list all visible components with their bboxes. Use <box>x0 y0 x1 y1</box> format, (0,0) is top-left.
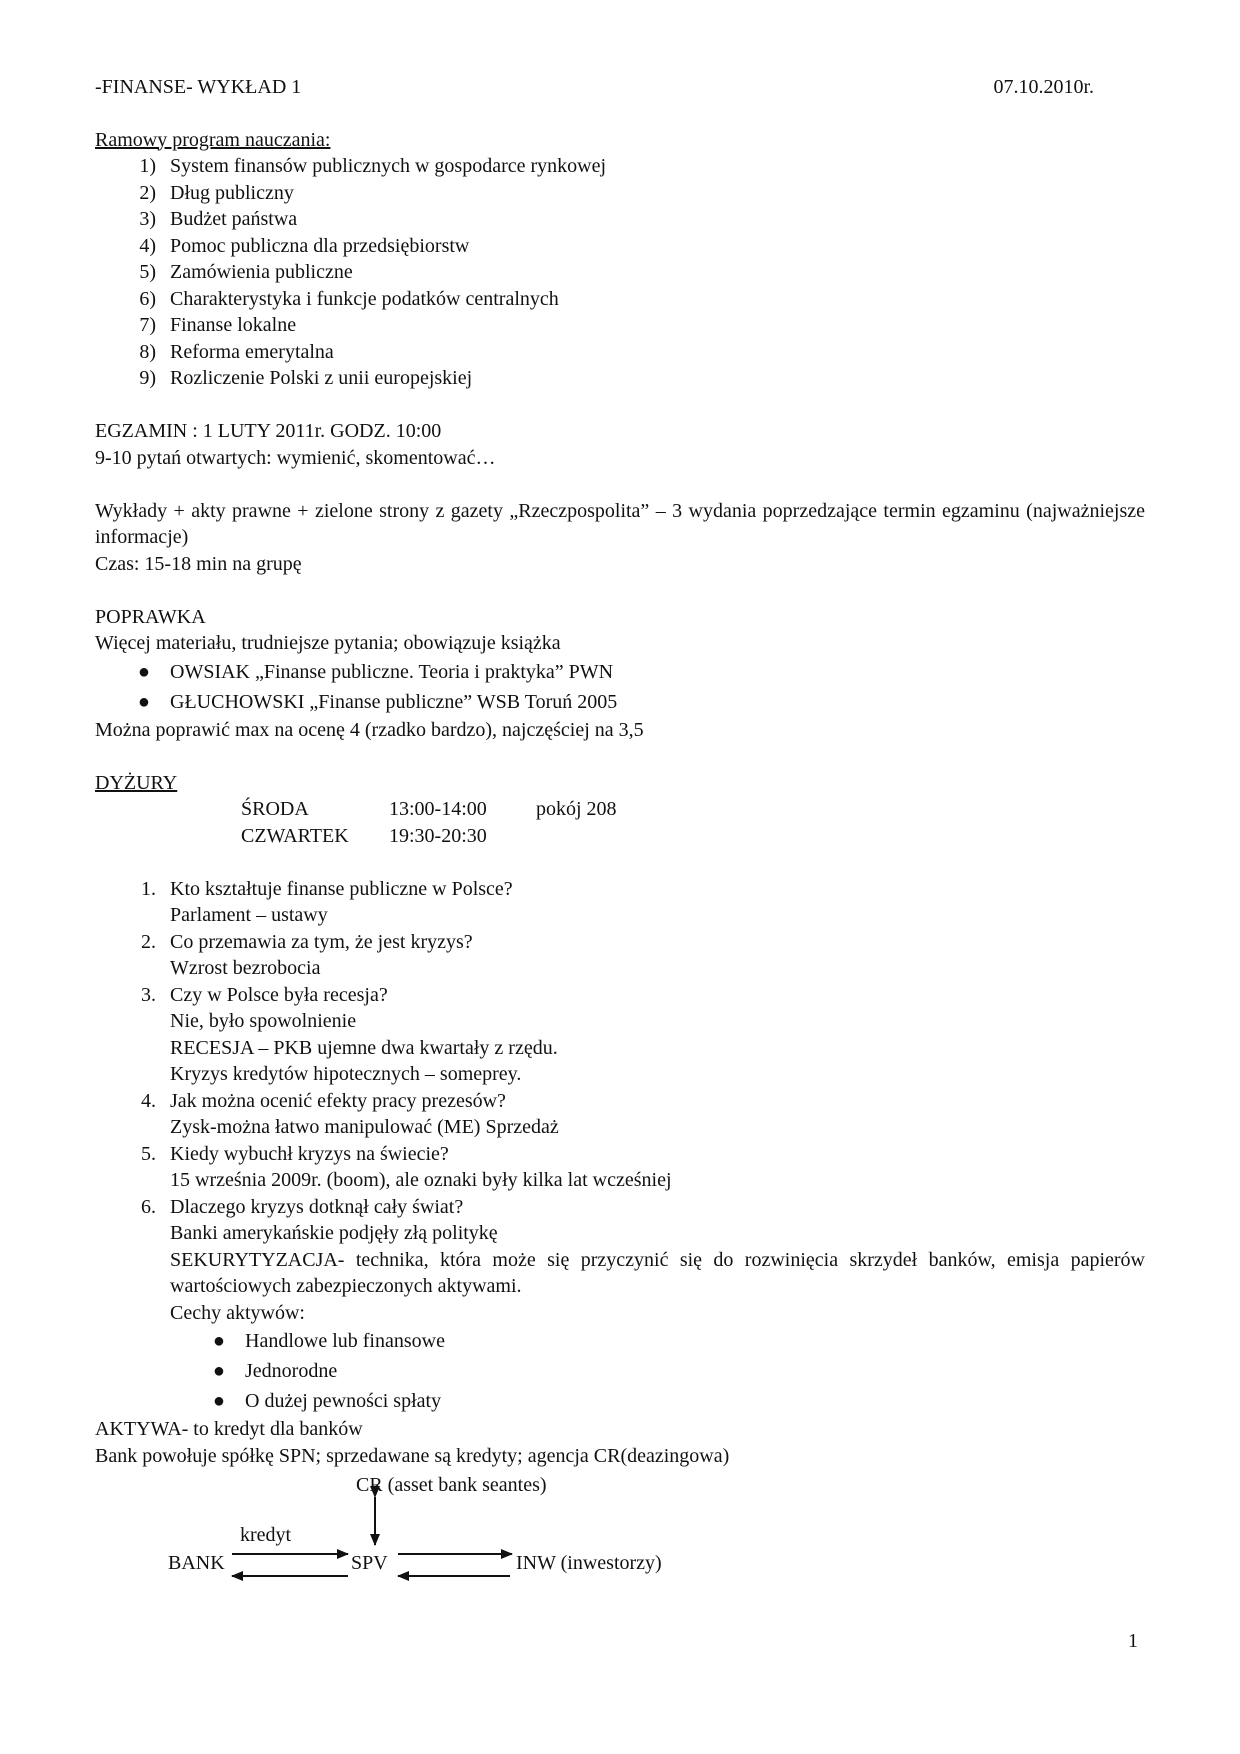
spv-label: SPV <box>351 1552 388 1574</box>
exam-time: Czas: 15-18 min na grupę <box>95 552 302 575</box>
bullet-icon: ● <box>212 1360 225 1382</box>
answer-text: Parlament – ustawy <box>170 904 328 926</box>
list-item: 3) Budżet państwa <box>139 208 298 230</box>
bank-line: Bank powołuje spółkę SPN; sprzedawane są kredyty; agencja CR(deazingowa) <box>95 1444 730 1467</box>
list-item: ● O dużej pewności spłaty <box>95 1386 1145 1416</box>
retake-note: Można poprawić max na ocenę 4 (rzadko bardzo), najczęściej na 3,5 <box>95 718 644 741</box>
bullet-icon: ● <box>212 1390 225 1412</box>
bullet-icon: ● <box>137 660 150 683</box>
page-number: 1 <box>1128 1630 1138 1652</box>
exam-materials: Wykłady + akty prawne + zielone strony z gazety „Rzeczpospolita” – 3 wydania poprzedzające termin egzaminu (najważniejsze informacje) <box>95 499 1145 548</box>
question-text: Jak można ocenić efekty pracy prezesów? <box>170 1089 506 1112</box>
list-item: 9) Rozliczenie Polski z unii europejskiej <box>139 367 473 389</box>
answer-text: RECESJA – PKB ujemne dwa kwartały z rzędu. <box>170 1036 558 1059</box>
list-item: 7) Finanse lokalne <box>139 314 297 336</box>
list-item: 5. Kiedy wybuchł kryzys na świecie? 15 września 2009r. (boom), ale oznaki były kilka lat wcześniej <box>95 1141 1145 1194</box>
securitization-text: SEKURYTYZACJA- technika, która może się przyczynić się do rozwinięcia skrzydeł banków, emisja papierów wartościowych zabezpieczonych aktywami. <box>170 1248 1145 1297</box>
list-item: ● GŁUCHOWSKI „Finanse publiczne” WSB Toruń 2005 <box>95 687 1145 717</box>
list-item: 6) Charakterystyka i funkcje podatków centralnych <box>139 287 559 310</box>
answer-text: Kryzys kredytów hipotecznych – someprey. <box>170 1063 522 1085</box>
question-text: Dlaczego kryzys dotknął cały świat? <box>170 1195 464 1218</box>
list-item: 1. Kto kształtuje finanse publiczne w Polsce? Parlament – ustawy <box>95 876 1145 929</box>
inw-label: INW (inwestorzy) <box>516 1552 662 1574</box>
bullet-icon: ● <box>137 690 150 713</box>
bullet-icon: ● <box>212 1330 225 1352</box>
table-row: ŚRODA 13:00-14:00 pokój 208 <box>241 798 617 820</box>
list-item: 1) System finansów publicznych w gospodarce rynkowej <box>139 155 607 177</box>
retake-intro: Więcej materiału, trudniejsze pytania; obowiązuje książka <box>95 632 561 654</box>
duty-heading: DYŻURY <box>95 771 178 794</box>
answer-text: 15 września 2009r. (boom), ale oznaki były kilka lat wcześniej <box>170 1169 672 1191</box>
features-heading: Cechy aktywów: <box>170 1301 305 1324</box>
list-item: 6. Dlaczego kryzys dotknął cały świat? Banki amerykańskie podjęły złą politykę SEKURYTYZACJA- technika, która może się przyczynić się do rozwinięcia skrzydeł banków, emisja papierów wartościowych zabezpieczonych aktywami. Cechy aktywów: <box>95 1194 1145 1327</box>
list-item: 5) Zamówienia publiczne <box>139 261 353 283</box>
list-item: 8) Reforma emerytalna <box>139 340 334 363</box>
list-item: 2) Dług publiczny <box>139 181 294 204</box>
kredyt-label: kredyt <box>240 1524 292 1546</box>
list-item: ● Jednorodne <box>95 1356 1145 1386</box>
bank-label: BANK <box>168 1552 225 1574</box>
answer-text: Nie, było spowolnienie <box>170 1010 357 1032</box>
lecture-date: 07.10.2010r. <box>993 76 1094 98</box>
exam-date: EGZAMIN : 1 LUTY 2011r. GODZ. 10:00 <box>95 420 442 442</box>
list-item: ● OWSIAK „Finanse publiczne. Teoria i praktyka” PWN <box>95 657 1145 687</box>
question-text: Kiedy wybuchł kryzys na świecie? <box>170 1142 449 1165</box>
list-item: 4) Pomoc publiczna dla przedsiębiorstw <box>139 234 470 257</box>
lecture-title: -FINANSE- WYKŁAD 1 <box>95 76 302 98</box>
retake-heading: POPRAWKA <box>95 605 206 628</box>
assets-line: AKTYWA- to kredyt dla banków <box>95 1418 363 1440</box>
list-item: ● Handlowe lub finansowe <box>95 1326 1145 1356</box>
table-row: CZWARTEK 19:30-20:30 <box>241 824 487 847</box>
answer-text: Wzrost bezrobocia <box>170 957 321 979</box>
answer-text: Zysk-można łatwo manipulować (ME) Sprzedaż <box>170 1116 559 1138</box>
list-item: 2. Co przemawia za tym, że jest kryzys? Wzrost bezrobocia <box>95 929 1145 982</box>
list-item: 3. Czy w Polsce była recesja? Nie, było spowolnienie RECESJA – PKB ujemne dwa kwartały z rzędu. Kryzys kredytów hipotecznych – someprey. <box>95 982 1145 1088</box>
question-text: Kto kształtuje finanse publiczne w Polsce? <box>170 877 513 900</box>
list-item: 4. Jak można ocenić efekty pracy prezesów? Zysk-można łatwo manipulować (ME) Sprzedaż <box>95 1088 1145 1141</box>
program-heading: Ramowy program nauczania: <box>95 128 331 151</box>
exam-format: 9-10 pytań otwartych: wymienić, skomentować… <box>95 446 496 469</box>
answer-text: Banki amerykańskie podjęły złą politykę <box>170 1222 498 1244</box>
cr-label: CR (asset bank seantes) <box>356 1474 547 1496</box>
question-text: Czy w Polsce była recesja? <box>170 983 388 1006</box>
question-text: Co przemawia za tym, że jest kryzys? <box>170 930 473 953</box>
